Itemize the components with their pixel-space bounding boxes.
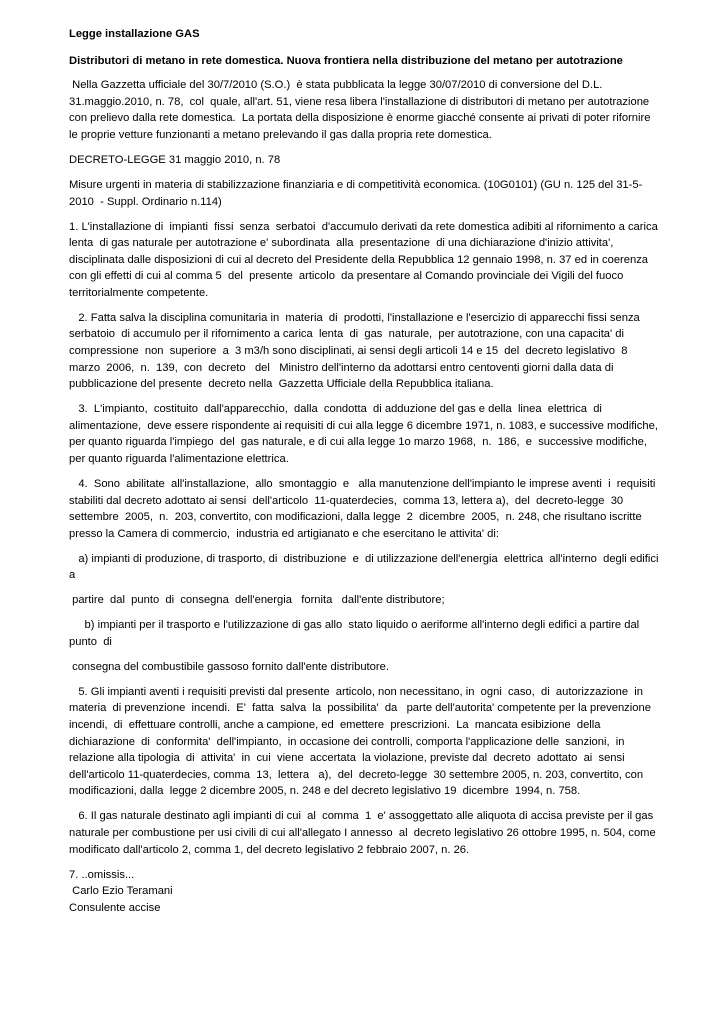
article-paragraph-4: 4. Sono abilitate all'installazione, allo smontaggio e alla manutenzione dell'impianto le imprese aventi i requisiti stabiliti dal decreto adottato ai sensi dell'articolo 11-quaterdecies, comma 13, lettera a), del decreto-legge 30 settembre 2005, n. 203, convertito, con modificazioni, dalla legge 2 dicembre 2005, n. 248, che risultano iscritte presso la Camera di commercio, industria ed artigianato e che esercitano le attivita' di:	[69, 478, 659, 540]
signature-name: Carlo Ezio Teramani	[69, 885, 173, 898]
article-item-a: a) impianti di produzione, di trasporto, di distribuzione e di utilizzazione dell'energia elettrica all'interno degli edifici a	[69, 552, 665, 582]
article-item-b: b) impianti per il trasporto e l'utilizzazione di gas allo stato liquido o aeriforme all'interno degli edifici a partire dal punto di	[69, 619, 643, 648]
document-body	[69, 26, 665, 916]
closing-note: 7. ..omissis...	[69, 868, 135, 881]
article-item-a-continued: partire dal punto di consegna dell'energia fornita dall'ente distributore;	[69, 594, 445, 607]
document-subtitle: Distributori di metano in rete domestica. Nuova frontiera nella distribuzione del metano per autotrazione	[69, 54, 623, 67]
article-paragraph-1: 1. L'installazione di impianti fissi senza serbatoi d'accumulo derivati da rete domestica adibiti al rifornimento a carica lenta di gas naturale per autotrazione e' subordinata alla presentazione di una dichiarazione d'inizio attivita', disciplinata dalle disposizioni di cui al decreto del Presidente della Repubblica 12 gennaio 1998, n. 37 ed in coerenza con gli effetti di cui al comma 5 del presente articolo da presentare al Comando provinciale dei Vigili del fuoco territorialmente competente.	[69, 220, 661, 299]
decree-subtitle: Misure urgenti in materia di stabilizzazione finanziaria e di competitività economica. (10G0101) (GU n. 125 del 31-5-2010 - Suppl. Ordinario n.114)	[69, 178, 643, 208]
article-paragraph-5: 5. Gli impianti aventi i requisiti previsti dal presente articolo, non necessitano, in ogni caso, di autorizzazione in materia di prevenzione incendi. E' fatta salva la possibilita' da parte dell'autorita' competente per la prevenzione incendi, di effettuare controlli, anche a campione, ed emettere prescrizioni. La mancata esibizione della dichiarazione di conformita' dell'impianto, in occasione dei controlli, comporta l'applicazione delle sanzioni, in relazione alla tipologia di attivita' in cui viene accertata la violazione, previste dal decreto adottato ai sensi dell'articolo 11-quaterdecies, comma 13, lettera a), del decreto-legge 30 settembre 2005, n. 203, convertito, con modificazioni, dalla legge 2 dicembre 2005, n. 248 e del decreto legislativo 19 dicembre 1994, n. 758.	[69, 685, 655, 798]
decree-title: DECRETO-LEGGE 31 maggio 2010, n. 78	[69, 153, 281, 166]
article-paragraph-3: 3. L'impianto, costituito dall'apparecchio, dalla condotta di adduzione del gas e della linea elettrica di alimentazione, deve essere rispondente ai requisiti di cui alla legge 6 dicembre 1971, n. 1083, e successive modifiche, per quanto riguarda l'impiego del gas naturale, e di cui alla legge 1o marzo 1968, n. 186, e successive modifiche, per quanto riguarda l'alimentazione elettrica.	[69, 403, 662, 466]
document-title: Legge installazione GAS	[69, 28, 200, 40]
intro-paragraph: Nella Gazzetta ufficiale del 30/7/2010 (S.O.) è stata pubblicata la legge 30/07/2010 di conversione del D.L. 31.maggio.2010, n. 78, col quale, all'art. 51, viene resa libera l'installazione di distributori di metano per autotrazione con prelievo dalla rete domestica. La portata della disposizione è enorme giacché consente ai privati di poter rifornire le proprie vetture funzionanti a metano prelevando il gas dalla propria rete domestica.	[69, 79, 654, 141]
article-item-b-continued: consegna del combustibile gassoso fornito dall'ente distributore.	[69, 660, 389, 673]
signature-role: Consulente accise	[69, 901, 161, 914]
article-paragraph-6: 6. Il gas naturale destinato agli impianti di cui al comma 1 e' assoggettato alle aliquota di accisa previste per il gas naturale per combustione per usi civili di cui all'allegato I annesso al decreto legislativo 26 ottobre 1995, n. 504, come modificato dall'articolo 2, comma 1, del decreto legislativo 2 febbraio 2007, n. 26.	[69, 810, 659, 856]
article-paragraph-2: 2. Fatta salva la disciplina comunitaria in materia di prodotti, l'installazione e l'esercizio di apparecchi fissi senza serbatoio di accumulo per il rifornimento a carica lenta di gas naturale, per autotrazione, con una capacita' di compressione non superiore a 3 m3/h sono disciplinati, ai sensi degli articoli 14 e 15 del decreto legislativo 8 marzo 2006, n. 139, con decreto del Ministro dell'interno da adottarsi entro centoventi giorni dalla data di pubblicazione del presente decreto nella Gazzetta Ufficiale della Repubblica italiana.	[69, 311, 643, 391]
